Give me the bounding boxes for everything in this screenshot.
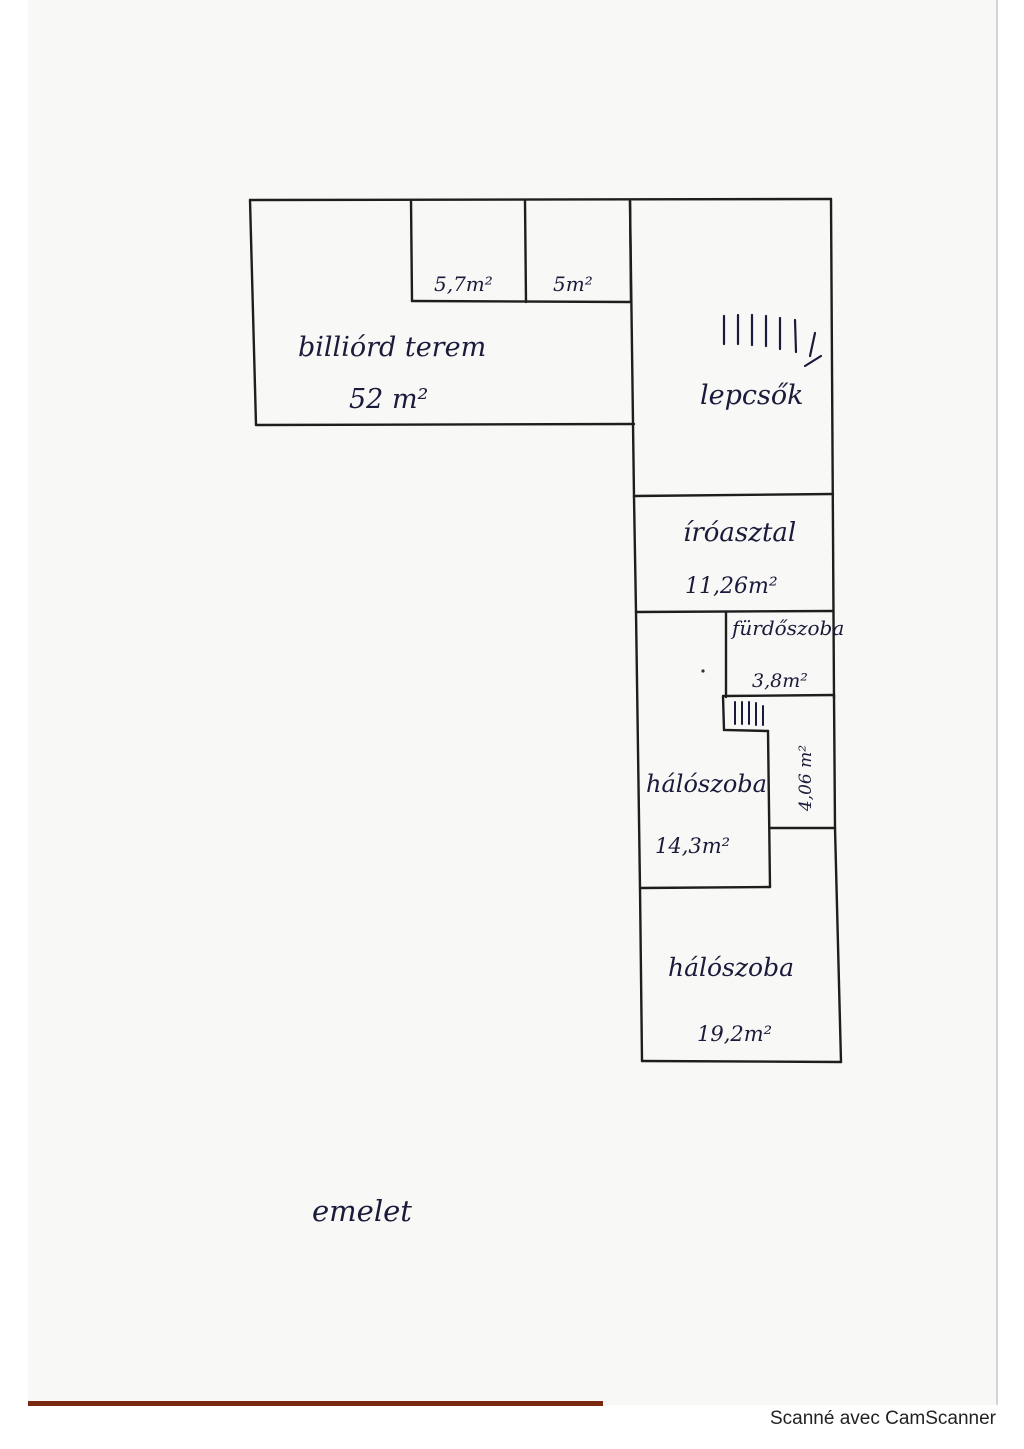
- bedroom-1-area: 14,3m²: [655, 834, 731, 858]
- floor-label: emelet: [312, 1194, 412, 1228]
- desk-room-name: íróasztal: [683, 518, 797, 548]
- stairs-symbol-upper: [724, 315, 821, 366]
- wall-bedroom2-left: [640, 888, 642, 1061]
- wall-bedroom1-left: [636, 612, 640, 888]
- closet-area: 4,06 m²: [796, 744, 817, 812]
- wall-desk-left: [634, 497, 636, 612]
- wall-billiard-bottom: [256, 424, 634, 425]
- bedroom-1-name: hálószoba: [646, 770, 767, 798]
- billiard-room-name: billiórd terem: [298, 332, 487, 363]
- wall-bedroom2-right: [835, 828, 841, 1062]
- billiard-room-area: 52 m²: [349, 384, 429, 415]
- bedroom-2-area: 19,2m²: [697, 1022, 773, 1046]
- stairs-symbol-lower: [735, 702, 763, 725]
- desk-room-area: 11,26m²: [685, 574, 778, 599]
- wall-closet-right: [834, 695, 835, 828]
- small-room-1-area: 5,7m²: [434, 272, 493, 296]
- stairs-room-name: lepcsők: [700, 380, 804, 411]
- wall-closet-left: [768, 731, 770, 887]
- wall-billiard-left: [250, 200, 256, 425]
- wall-bedroom2-bottom: [642, 1061, 841, 1062]
- scanner-watermark: Scanné avec CamScanner: [769, 1408, 996, 1429]
- bathroom-name: fürdőszoba: [732, 616, 845, 640]
- wall-desk-bottom: [636, 611, 833, 612]
- wall-small-room-1-left: [411, 200, 412, 301]
- small-room-2-area: 5m²: [553, 272, 593, 296]
- dot-mark: [701, 669, 704, 672]
- wall-small-rooms-bottom: [412, 301, 631, 302]
- wall-bedroom1-bottom: [640, 887, 770, 888]
- wall-wing-left-upper: [630, 201, 634, 497]
- wall-bath-bottom: [724, 695, 834, 696]
- wall-stairs-bottom: [634, 494, 833, 496]
- bathroom-area: 3,8m²: [752, 670, 808, 692]
- bedroom-2-name: hálószoba: [668, 953, 795, 982]
- wall-small-room-divider: [525, 201, 526, 302]
- wall-stairs2-box: [723, 696, 768, 731]
- wall-billiard-top: [250, 199, 831, 200]
